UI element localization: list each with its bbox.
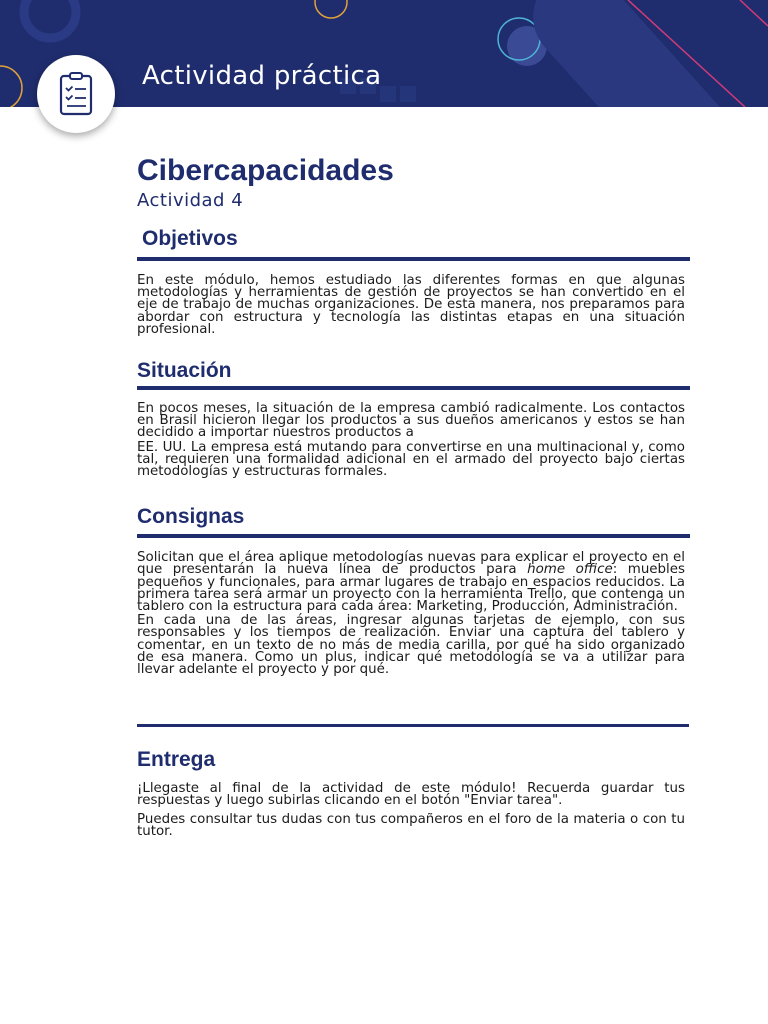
section-heading-consignas: Consignas	[137, 505, 245, 529]
objetivos-text: En este módulo, hemos estudiado las diferentes formas en que algunas metodologías y herramientas de gestión de proyectos se han convertido en el eje de trabajo de muchas organizaciones. De esta manera, nos preparamos para abordar con estructura y tecnología las distintas etapas en una situación profesional.	[137, 273, 685, 337]
document-title: Cibercapacidades	[137, 154, 394, 187]
header-banner	[0, 0, 768, 107]
document-subtitle: Actividad 4	[137, 190, 244, 211]
section-rule	[137, 257, 690, 261]
consignas-text-1a: Solicitan que el área aplique metodologías nuevas para explicar el proyecto en el que presentarán la nueva línea de productos para	[137, 550, 685, 578]
entrega-text-1: ¡Llegaste al final de la actividad de este módulo! Recuerda guardar tus respuestas y luego subirlas clicando en el botón "Enviar tarea".	[137, 781, 685, 809]
consignas-emphasis: home office	[527, 562, 613, 578]
consignas-text-2: En cada una de las áreas, ingresar algunas tarjetas de ejemplo, con sus responsables y los tiempos de realización. Enviar una captura del tablero y comentar, en un texto de no más de media carilla, por qué ha sido organizado de esa manera. Como un plus, indicar qué metodología se va a utilizar para llevar adelante el proyecto y por qué.	[137, 613, 685, 678]
consignas-text-1	[137, 552, 685, 613]
activity-badge	[37, 55, 115, 133]
banner-decoration	[0, 0, 768, 107]
consignas-text-1b: : muebles pequeños y funcionales, para armar lugares de trabajo en espacios reducidos. La primera tarea será armar un proyecto con la herramienta Trello, que contenga un tablero con la estructura para cada área: Marketing, Producción, Administración.	[137, 562, 685, 615]
section-divider	[137, 724, 689, 727]
banner-title: Actividad práctica	[142, 61, 382, 91]
section-heading-entrega: Entrega	[137, 748, 216, 772]
section-rule	[137, 534, 690, 538]
clipboard-checklist-icon	[59, 72, 93, 116]
document-body	[137, 153, 685, 838]
section-heading-situacion: Situación	[137, 359, 232, 383]
section-heading-objetivos: Objetivos	[142, 227, 238, 250]
situacion-text-1: En pocos meses, la situación de la empresa cambió radicalmente. Los contactos en Brasil hicieron llegar los productos a sus dueños americanos y estos se han decidido a importar nuestros productos a	[137, 401, 685, 441]
situacion-text-2: EE. UU. La empresa está mutando para convertirse en una multinacional y, como tal, requieren una formalidad adicional en el armado del proyecto bajo ciertas metodologías y estructuras formales.	[137, 439, 685, 480]
entrega-text-2: Puedes consultar tus dudas con tus compañeros en el foro de la materia o con tu tutor.	[137, 811, 685, 839]
section-rule	[137, 386, 690, 390]
